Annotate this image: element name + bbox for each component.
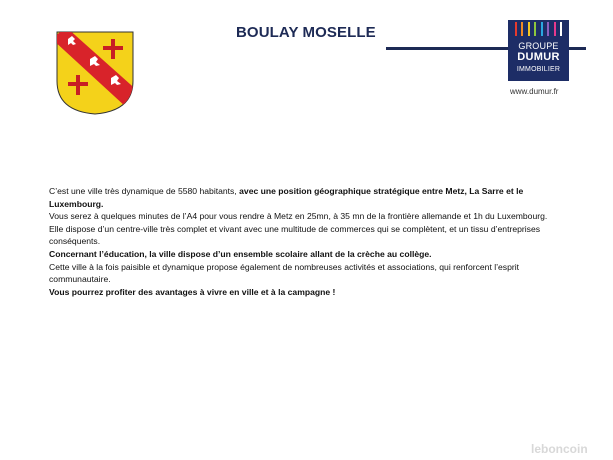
coat-of-arms [56,31,134,115]
paragraph-text: C’est une ville très dynamique de 5580 habitants, [49,186,240,196]
logo-bar [560,22,562,36]
logo-bar [547,22,549,36]
logo-bar [521,22,523,36]
coat-of-arms-icon [56,31,134,115]
groupe-dumur-logo [508,20,569,81]
logo-color-bars [515,22,562,36]
paragraph-commerce: Elle dispose d’un centre-ville très complet et vivant avec une multitude de commerces qui se complètent, et un tissu d’entreprises conséquents. [49,223,541,247]
logo-bar [541,22,543,36]
logo-bar [528,22,530,36]
logo-groupe: GROUPE [518,41,559,51]
paragraph-closing [49,286,549,299]
paragraph-access: Vous serez à quelques minutes de l’A4 pour vous rendre à Metz en 25mn, à 35 mn de la frontière allemande et 1h du Luxembourg. [49,211,548,222]
description-text [49,185,549,298]
logo-bar [534,22,536,36]
logo-immobilier: IMMOBILIER [516,66,561,73]
leboncoin-watermark: leboncoin [531,442,588,456]
paragraph-bold-text: Concernant l’éducation, la ville dispose d’un ensemble scolaire allant de la crèche au collège. [49,248,432,259]
logo-bar [554,22,556,36]
paragraph-population [49,185,549,210]
paragraph-bold-text: Vous pourrez profiter des avantages à vivre en ville et à la campagne ! [49,286,336,297]
page-title: BOULAY MOSELLE [236,24,376,41]
logo-bar [515,22,517,36]
paragraph-bold-text: avec une position géographique stratégique entre Metz, La Sarre et le Luxembourg. [49,186,524,209]
paragraph-education [49,248,549,261]
paragraph-community: Cette ville à la fois paisible et dynamique propose également de nombreuses activités et associations, qui renforcent l’esprit communautaire. [49,261,520,285]
website-url: www.dumur.fr [510,87,559,96]
logo-dumur: DUMUR [517,51,560,63]
